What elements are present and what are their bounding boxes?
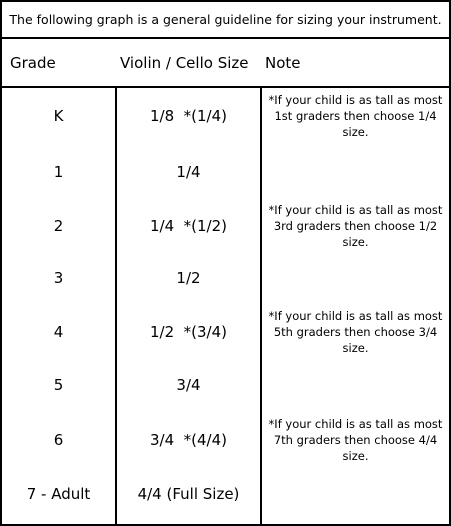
size-cell: 1/4 — [176, 163, 201, 181]
grade-cell: 7 - Adult — [26, 485, 91, 503]
grade-cell: 2 — [53, 217, 64, 235]
table-caption: The following graph is a general guideline for sizing your instrument. — [2, 2, 449, 39]
note-cell — [262, 304, 449, 360]
grade-cell: K — [53, 107, 64, 125]
size-cell: 3/4 — [176, 376, 201, 394]
table-row — [2, 88, 449, 144]
note-text: *If your child is as tall as most 7th graders then choose 4/4 size. — [268, 417, 443, 463]
size-cell: 1/4 *(1/2) — [149, 217, 228, 235]
note-cell — [262, 198, 449, 254]
size-cell: 1/2 *(3/4) — [149, 323, 228, 341]
table-row — [2, 198, 449, 254]
table-row — [2, 412, 449, 468]
grade-cell: 3 — [53, 269, 64, 287]
table-row — [2, 144, 449, 200]
size-cell: 4/4 (Full Size) — [137, 485, 240, 503]
table-row — [2, 304, 449, 360]
size-cell: 1/2 — [176, 269, 201, 287]
note-cell — [262, 250, 449, 306]
column-header-size: Violin / Cello Size — [120, 54, 249, 72]
table-row — [2, 357, 449, 413]
size-cell: 3/4 *(4/4) — [149, 431, 228, 449]
table-header-row — [2, 39, 449, 88]
table-row — [2, 250, 449, 306]
column-header-grade: Grade — [10, 54, 56, 72]
note-cell — [262, 357, 449, 413]
grade-cell: 5 — [53, 376, 64, 394]
column-header-note: Note — [265, 54, 301, 72]
note-cell — [262, 88, 449, 144]
note-cell — [262, 144, 449, 200]
note-cell — [262, 466, 449, 522]
grade-cell: 1 — [53, 163, 64, 181]
note-text: *If your child is as tall as most 3rd graders then choose 1/2 size. — [268, 203, 443, 249]
table-row — [2, 466, 449, 522]
size-cell: 1/8 *(1/4) — [149, 107, 228, 125]
note-text: *If your child is as tall as most 5th graders then choose 3/4 size. — [268, 309, 443, 355]
note-text: *If your child is as tall as most 1st graders then choose 1/4 size. — [268, 93, 443, 139]
note-cell — [262, 412, 449, 468]
grade-cell: 4 — [53, 323, 64, 341]
grade-cell: 6 — [53, 431, 64, 449]
